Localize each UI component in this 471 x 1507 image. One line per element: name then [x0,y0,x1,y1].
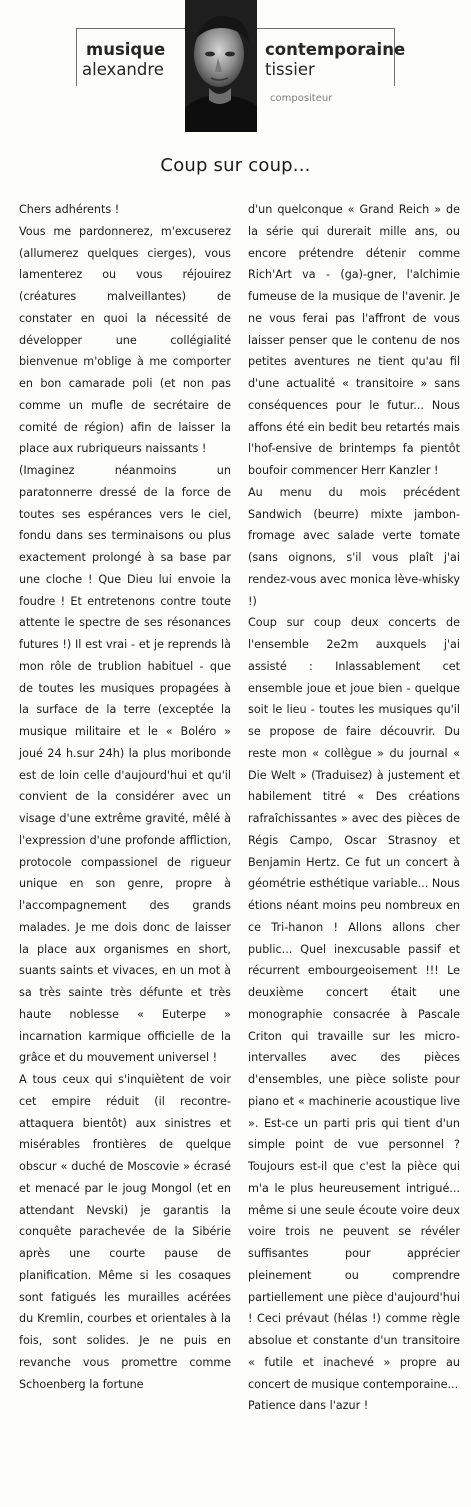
author-first-name: alexandre [82,60,164,79]
category-right-label: contemporaine [265,40,406,59]
paragraph: Patience dans l'azur ! [248,1399,369,1413]
author-last-name: tissier [265,60,315,79]
author-role: compositeur [270,93,333,104]
paragraph: A tous ceux qui s'inquiètent de voir cet empire réduit (il recontre-attaquera bientôt) aux sinistres et misérables frontières de quelque obscur « duché de Moscovie » écrasé et menacé par le joug Mongol (et en attendant Nevski) je garantis la conquête parachevée de la Sibérie après une courte pause de planification. Même si les cosaques sont fatigués les murailles acérées du Kremlin, courbes et orientales à la fois, sont solides. Je ne puis en revanche vous promettre comme Schoenberg la fortune [19,1073,231,1391]
article-header [0,0,471,145]
left-box-side-rule [76,28,77,86]
paragraph: Vous me pardonnerez, m'excuserez (allumerez quelques cierges), vous lamenterez ou vous réjouirez (créatures malveillantes) de constater en quoi la nécessité de développer une collégialité bienvenue m'oblige à me comporter en bon camarade poli (et non pas comme un mufle de secrétaire de comité de région) afin de laisser la place aux rubriqueurs naissants ! [19,224,231,456]
paragraph: Coup sur coup deux concerts de l'ensemble 2e2m auxquels j'ai assisté : Inlassablement cet ensemble joue et joue bien - quelque soit le lieu - toutes les musiques qu'il se propose de faire découvrir. Du reste mon « collègue » du journal « Die Welt » (Traduisez) à justement et habilement titré « Des créations rafraîchissantes » avec des pièces de Régis Campo, Oscar Strasnoy et Benjamin Hertz. Ce fut un concert à géométrie esthétique variable... Nous étions néant moins peu nombreux en ce Tri-hanon ! Allons allons cher public... Quel inexcusable passif et récurrent embourgeoisement !!! Le deuxième concert était une monographie consacrée à Pascale Criton qui travaille sur les micro-intervalles avec des pièces d'ensembles, une pièce soliste pour piano et « machinerie acoustique live ». Est-ce un parti pris qui tient d'un simple point de vue personnel ? Toujours est-il que c'est la pièce qui m'a le plus heureusement intrigué... même si une seule écoute voire deux voire trois ne peuvent se révéler suffisantes pour apprécier pleinement ou comprendre partiellement une pièce d'aujourd'hui ! Ceci prévaut (hélas !) comme règle absolue et constante d'un transitoire « futile et inachevé » propre au concert de musique contemporaine... [248,616,460,1391]
portrait-image [185,0,257,132]
right-column [248,199,460,1417]
left-column [19,199,231,1395]
left-box-top-rule [76,28,185,29]
author-portrait [185,0,257,132]
paragraph: Au menu du mois précédent Sandwich (beurre) mixte jambon-fromage avec salade verte tomate (sans oignons, s'il vous plaît j'ai rendez-vous avec monica lève-whisky !) [248,485,460,608]
paragraph: d'un quelconque « Grand Reich » de la série qui durerait mille ans, ou encore prétendre détenir comme Rich'Art va - (ga)-gner, l'alchimie fumeuse de la musique de l'avenir. Je ne vous ferai pas l'affront de vous laisser penser que le contenu de nos petites aventures ne tient qu'au fil d'une actualité « transitoire » sans conséquences pour le futur... Nous affons été ein bedit beu retartés mais l'hof-ensive de brintemps fa pientôt boufoir commencer Herr Kanzler ! [248,203,460,477]
article-title: Coup sur coup... [160,155,311,176]
right-box-top-rule [257,28,395,29]
paragraph: (Imaginez néanmoins un paratonnerre dressé de la force de toutes ses espérances vers le ciel, fondu dans ses terminaisons ou plus exactement prolongé à sa base par une cloche ! Que Dieu lui envoie la foudre ! Et entretenons contre toute attente le spectre de ses résonances futures !) Il est vrai - et je reprends là mon rôle de trublion habituel - que de toutes les musiques propagées à la surface de la terre (exceptée la musique militaire et le « Boléro » joué 24 h.sur 24h) la plus moribonde est de loin celle d'aujourd'hui et qu'il convient de la considérer avec un visage d'une extrême gravité, mêlé à l'expression d'une profonde affliction, protocole compassionel de rigueur unique en son genre, propre à l'accompagnement des grands malades. Je me dois donc de laisser la place aux organismes en short, suants saints et vivaces, en un mot à sa très sainte très défunte et très haute noblesse « Euterpe » incarnation karmique officielle de la grâce et du mouvement universel ! [19,464,231,1065]
paragraph: Chers adhérents ! [19,203,120,216]
category-left-label: musique [86,40,166,59]
